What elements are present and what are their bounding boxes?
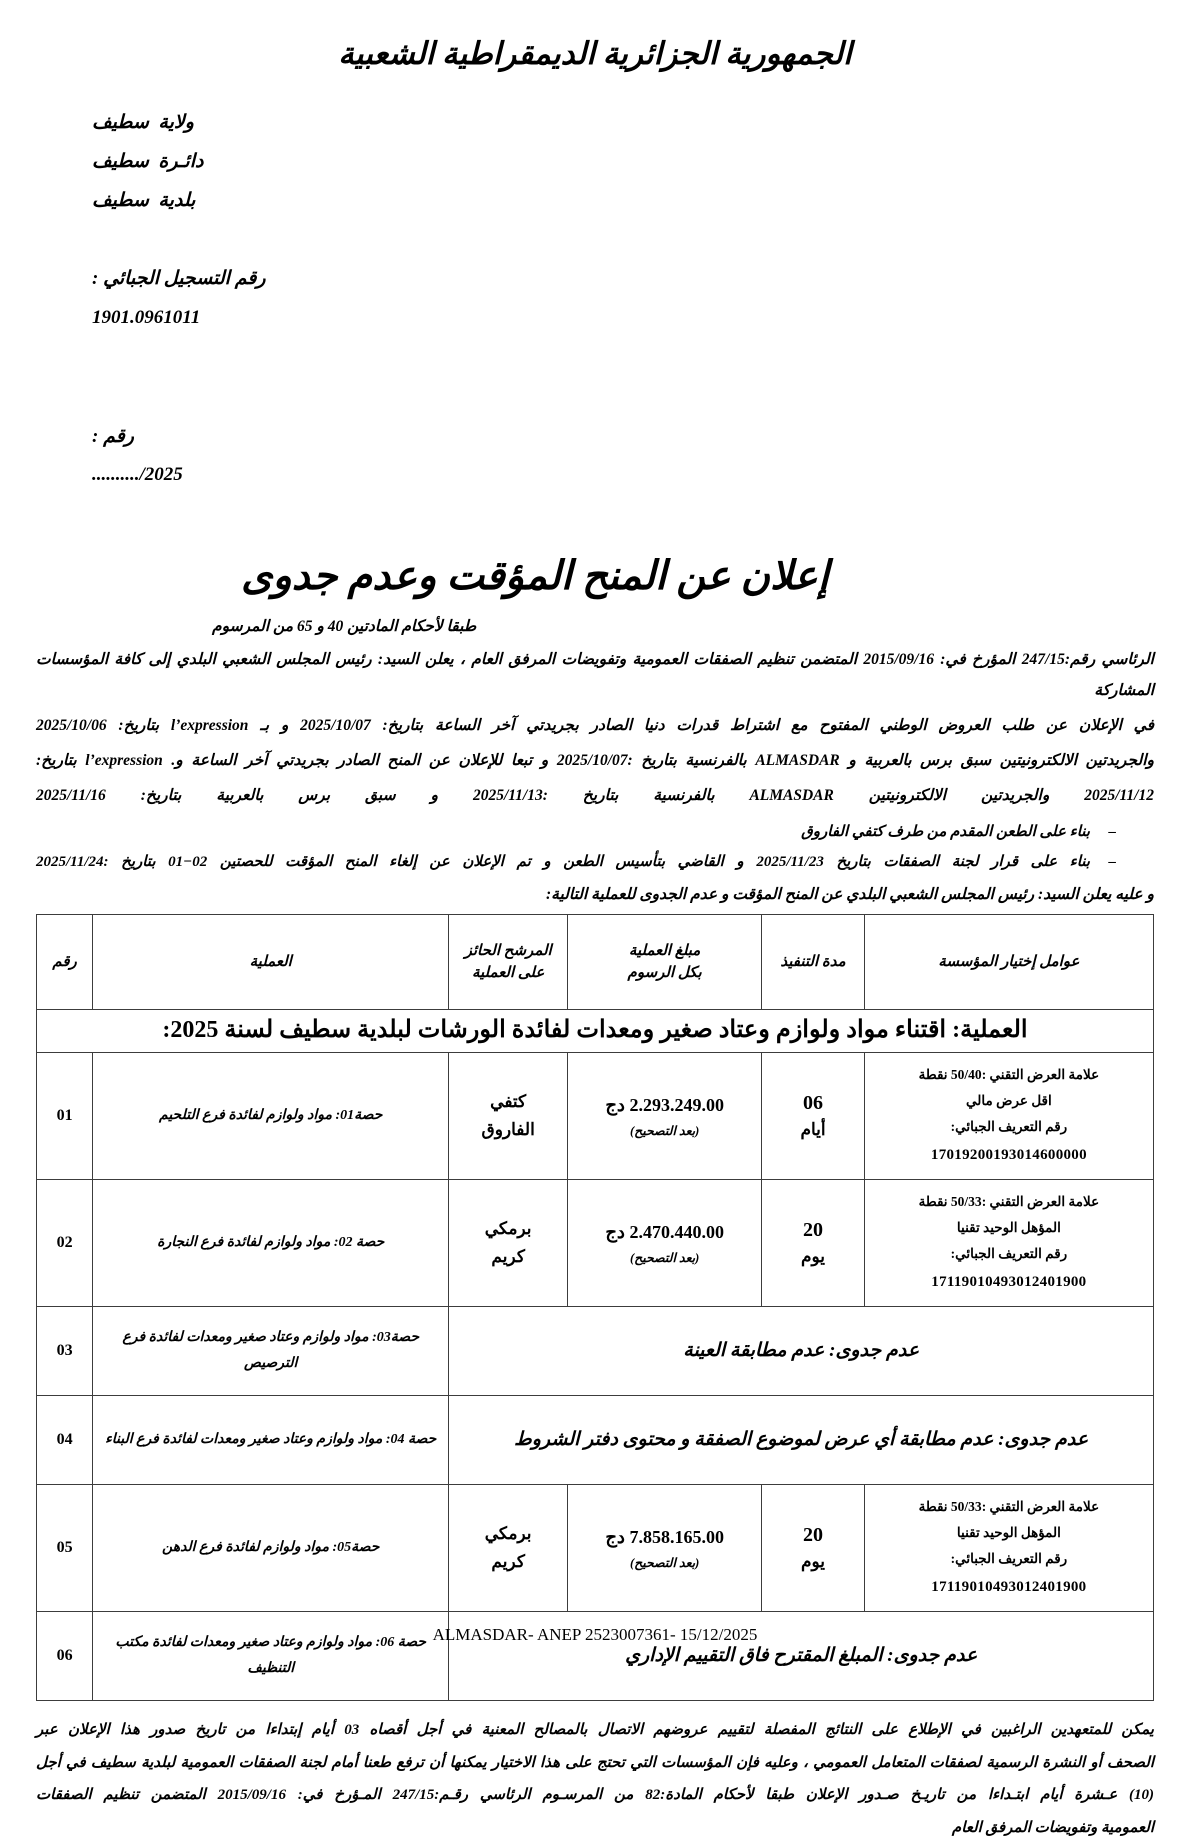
header-amount [568, 915, 762, 1010]
table-header-row [37, 915, 1154, 1010]
cell-duration [762, 1179, 865, 1306]
cell-duration [762, 1052, 865, 1179]
intro-paragraph-4: 2025/11/12 والجريدتين الالكترونيتين ALMASDAR بالفرنسية بتاريخ :2025/11/13 و سبق برس بالعربية بتاريخ: 2025/11/16 [36, 787, 1154, 805]
wilaya-line: ولاية سطيف [92, 112, 194, 134]
appeal-bullet-2-text: بناء على قرار لجنة الصفقات بتاريخ 2025/11/23 و القاضي بتأسيس الطعن و تم الإعلان عن إلغاء المنح المؤقت للحصتين 02−01 بتاريخ :2025/11/24 [36, 854, 1090, 871]
criteria-taxid-label: رقم التعريف الجبائي: [950, 1119, 1068, 1135]
duration-unit: يوم [801, 1552, 826, 1572]
intro-paragraph-2-part-b: بتاريخ: 2025/10/06 [36, 717, 171, 735]
header-winner [449, 915, 568, 1010]
cell-operation: حصة05: مواد ولوازم لفائدة فرع الدهن [93, 1484, 449, 1611]
daira-line: دائـرة سطيف [92, 150, 204, 172]
duration-value: 20 [803, 1524, 824, 1547]
criteria-technical-score: علامة العرض التقني :50/33 نقطة [918, 1498, 1100, 1514]
currency-label: دج [605, 1221, 625, 1242]
newspaper-expression-2: l’expression [85, 752, 163, 770]
document-number-label: رقم : [92, 425, 134, 447]
currency-label: دج [605, 1526, 625, 1547]
currency-label: دج [605, 1094, 625, 1115]
duration-unit: يوم [801, 1247, 826, 1267]
criteria-taxid-label: رقم التعريف الجبائي: [950, 1246, 1068, 1262]
cell-winner [449, 1484, 568, 1611]
footer-note [36, 1715, 1154, 1844]
cell-winner [449, 1179, 568, 1306]
table-row [37, 1306, 1154, 1395]
duration-unit: أيام [800, 1120, 826, 1140]
table-row [37, 1395, 1154, 1484]
header-amount-line2: بكل الرسوم [627, 965, 702, 982]
cell-row-number: 05 [37, 1484, 93, 1611]
table-row [37, 1484, 1154, 1611]
administrative-block [36, 104, 1154, 534]
amount-value: 2.470.440.00 [629, 1221, 724, 1242]
cell-amount [568, 1052, 762, 1179]
criteria-taxid-value: 17119010493012401900 [931, 1273, 1087, 1290]
amount-after-correction: (بعد التصحيح) [629, 1123, 700, 1138]
criteria-taxid-value: 17119010493012401900 [931, 1578, 1087, 1595]
duration-value: 20 [803, 1219, 824, 1242]
criteria-note: المؤهل الوحيد تقنيا [956, 1220, 1061, 1236]
intro-paragraph-3 [36, 745, 1154, 776]
operation-title-row [37, 1010, 1154, 1053]
cell-amount [568, 1484, 762, 1611]
footer-line-2: الصحف أو النشرة الرسمية لصفقات المتعامل العمومي ، وعليه فإن المؤسسات التي تحتج على هذا الاختيار يمكنها أن ترفع طعنا أمام لجنة الصفقات العمومية لبلدية سطيف في أجل [36, 1754, 1154, 1771]
winner-name-line2: كريم [491, 1246, 525, 1266]
amount-value: 7.858.165.00 [629, 1526, 724, 1547]
header-number: رقم [37, 915, 93, 1010]
tax-registration-value: 1901.0961011 [92, 306, 201, 328]
amount-value: 2.293.249.00 [629, 1094, 724, 1115]
cell-amount [568, 1179, 762, 1306]
appeal-bullet-1-text: بناء على الطعن المقدم من طرف كتفي الفاروق [801, 824, 1090, 841]
criteria-technical-score: علامة العرض التقني :50/40 نقطة [918, 1066, 1100, 1082]
appeal-bullets [36, 817, 1154, 877]
header-duration: مدة التنفيذ [762, 915, 865, 1010]
cell-row-number: 03 [37, 1306, 93, 1395]
cell-status: عدم جدوى: عدم مطابقة العينة [449, 1306, 1154, 1395]
newspaper-expression-1: l’expression [170, 717, 249, 735]
tax-registration-label: رقم التسجيل الجبائي : [92, 267, 266, 289]
bullet-dash-icon: – [1108, 824, 1116, 841]
criteria-taxid-label: رقم التعريف الجبائي: [950, 1551, 1068, 1567]
footer-line-3: (10) عـشرة أيام ابتـداءا من تاريـخ صـدور الإعلان طبقا لأحكام المادة:82 من المرسـوم الرئاسي رقـم:247/15 المـؤرخ في: 2015/09/16 المتضمن تنظيم الصفقات [36, 1787, 1154, 1804]
cell-duration [762, 1484, 865, 1611]
cell-status: عدم جدوى: المبلغ المقترح فاق التقييم الإداري [449, 1611, 1154, 1700]
intro-section [36, 611, 1154, 811]
cell-row-number: 06 [37, 1611, 93, 1700]
operation-title: العملية: اقتناء مواد ولوازم وعتاد صغير ومعدات لفائدة الورشات لبلدية سطيف لسنة 2025: [37, 1010, 1154, 1053]
criteria-taxid-value: 17019200193014600000 [930, 1146, 1087, 1163]
criteria-technical-score: علامة العرض التقني :50/33 نقطة [918, 1193, 1100, 1209]
winner-name-line2: الفاروق [481, 1119, 535, 1139]
winner-name-line1: برمكي [484, 1218, 532, 1238]
legal-basis-line: طبقا لأحكام المادتين 40 و 65 من المرسوم [212, 618, 477, 636]
intro-paragraph-2-part-a: في الإعلان عن طلب العروض الوطني المفتوح مع اشتراط قدرات دنيا الصادر بجريدتي آخر الساعة بتاريخ: 2025/10/07 و بـ [248, 717, 1154, 735]
closing-statement: و عليه يعلن السيد: رئيس المجلس الشعبي البلدي عن المنح المؤقت و عدم الجدوى للعملية التالية: [545, 886, 1154, 904]
winner-name-line1: كتفي [490, 1091, 527, 1111]
table-head [37, 915, 1154, 1010]
winner-name-line1: برمكي [484, 1523, 532, 1543]
footer-line-1: يمكن للمتعهدين الراغبين في الإطلاع على النتائج المفصلة لتقييم عروضهم الاتصال بالمصالح المعنية في أجل أقصاه 03 أيام إبتداءا من تاريخ صدور هذا الإعلان عبر [36, 1721, 1154, 1738]
cell-winner [449, 1052, 568, 1179]
document-number-value: ........../2025 [92, 464, 183, 486]
appeal-bullet-1 [36, 817, 1154, 847]
header-operation: العملية [93, 915, 449, 1010]
tax-registration-line [92, 221, 1154, 377]
cell-operation: حصة03: مواد ولوازم وعتاد صغير ومعدات لفائدة فرع الترصيص [93, 1306, 449, 1395]
intro-paragraph-2 [36, 710, 1154, 741]
duration-value: 06 [803, 1092, 824, 1115]
bottom-reference: ALMASDAR- ANEP 2523007361- 15/12/2025 [432, 1625, 758, 1644]
header-winner-line2: على العملية [471, 965, 545, 982]
appeal-bullet-2 [36, 847, 1154, 877]
cell-row-number: 04 [37, 1395, 93, 1484]
baladia-line: بلدية سطيف [92, 189, 196, 211]
republic-heading: الجمهورية الجزائرية الديمقراطية الشعبية [338, 36, 852, 71]
cell-criteria [864, 1052, 1153, 1179]
cell-row-number: 02 [37, 1179, 93, 1306]
cell-criteria [864, 1484, 1153, 1611]
cell-criteria [864, 1179, 1153, 1306]
criteria-note: المؤهل الوحيد تقنيا [956, 1525, 1061, 1541]
table-row [37, 1052, 1154, 1179]
amount-after-correction: (بعد التصحيح) [629, 1555, 700, 1570]
table-row [37, 1179, 1154, 1306]
header-criteria: عوامل إختيار المؤسسة [864, 915, 1153, 1010]
page-title: إعلان عن المنح المؤقت وعدم جدوى [241, 553, 829, 599]
amount-after-correction: (بعد التصحيح) [629, 1250, 700, 1265]
cell-operation: حصة 06: مواد ولوازم وعتاد صغير ومعدات لفائدة مكتب التنظيف [93, 1611, 449, 1700]
cell-operation: حصة 02: مواد ولوازم لفائدة فرع النجارة [93, 1179, 449, 1306]
intro-paragraph-3-part-a: والجريدتين الالكترونيتين سبق برس بالعربية و ALMASDAR بالفرنسية بتاريخ :2025/10/07 و تبعا للإعلان عن المنح الصادر بجريدتي آخر الساعة و. [162, 752, 1154, 770]
header-winner-line1: المرشح الحائز [464, 942, 552, 959]
cell-row-number: 01 [37, 1052, 93, 1179]
footer-line-4: العمومية وتفويضات المرفق العام [951, 1820, 1154, 1837]
cell-operation: حصة01: مواد ولوازم لفائدة فرع التلحيم [93, 1052, 449, 1179]
intro-paragraph-1: الرئاسي رقم:247/15 المؤرخ في: 2015/09/16 المتضمن تنظيم الصفقات العمومية وتفويضات المرفق العام ، يعلن السيد: رئيس المجلس الشعبي البلدي إلى كافة المؤسسات المشاركة [36, 651, 1154, 700]
bids-results-table [36, 914, 1154, 1701]
table-body [37, 1010, 1154, 1701]
intro-paragraph-3-part-b: بتاريخ: [36, 752, 86, 770]
winner-name-line2: كريم [491, 1551, 525, 1571]
criteria-note: اقل عرض مالي [966, 1093, 1052, 1109]
header-amount-line1: مبلغ العملية [628, 942, 701, 959]
cell-operation: حصة 04: مواد ولوازم وعتاد صغير ومعدات لفائدة فرع البناء [93, 1395, 449, 1484]
cell-status: عدم جدوى: عدم مطابقة أي عرض لموضوع الصفقة و محتوى دفتر الشروط [449, 1395, 1154, 1484]
bullet-dash-icon: – [1108, 854, 1116, 871]
document-number-line [92, 379, 1154, 535]
